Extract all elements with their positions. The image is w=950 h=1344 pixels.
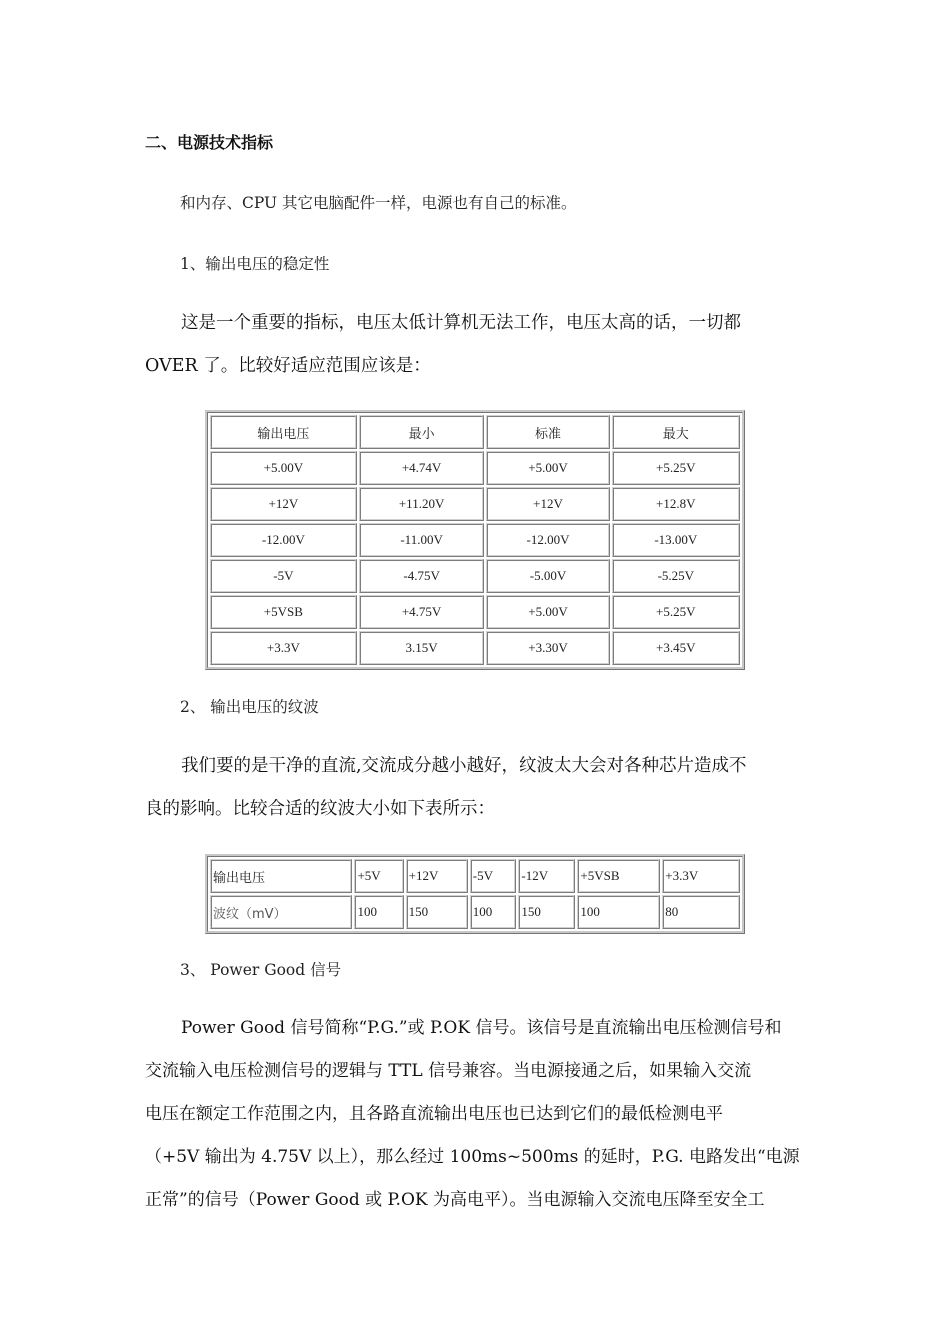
table-cell: 波纹（mV）	[210, 895, 352, 929]
table-row	[210, 487, 740, 521]
table-header-row	[210, 415, 740, 449]
table-cell: +3.45V	[612, 631, 740, 665]
table-row	[210, 631, 740, 665]
table-cell: 输出电压	[210, 859, 352, 893]
table-row	[210, 559, 740, 593]
item3-body-line: （+5V 输出为 4.75V 以上），那么经过 100ms~500ms 的延时，P.G. 电路发出“电源	[145, 1147, 800, 1167]
table-cell: -13.00V	[612, 523, 740, 557]
table-cell: +5.25V	[612, 451, 740, 485]
item1-title: 1、输出电压的稳定性	[180, 255, 330, 273]
item1-body	[145, 302, 810, 388]
item3-body-line: 正常”的信号（Power Good 或 P.OK 为高电平）。当电源输入交流电压降至安全工	[145, 1190, 765, 1210]
table-cell: +5.00V	[486, 595, 609, 629]
item3-body-line: 电压在额定工作范围之内，且各路直流输出电压也已达到它们的最低检测电平	[145, 1104, 723, 1124]
item2-body	[145, 745, 810, 831]
table-cell: -12.00V	[486, 523, 609, 557]
table-cell: -5V	[210, 559, 357, 593]
table-cell: 150	[406, 895, 468, 929]
item3-body-line: Power Good 信号简称“P.G.”或 P.OK 信号。该信号是直流输出电压检测信号和	[181, 1018, 782, 1038]
table-cell: -4.75V	[359, 559, 485, 593]
table-cell: +5VSB	[210, 595, 357, 629]
item2-title: 2、 输出电压的纹波	[180, 698, 319, 716]
ripple-table	[205, 854, 745, 934]
voltage-table	[205, 410, 745, 670]
table-cell: +5V	[354, 859, 403, 893]
table-cell: 3.15V	[359, 631, 485, 665]
item3-body	[145, 1007, 810, 1222]
table-cell: 100	[577, 895, 660, 929]
table-cell: +12V	[486, 487, 609, 521]
table-cell: +3.3V	[210, 631, 357, 665]
table-row	[210, 895, 740, 929]
table-cell: +5VSB	[577, 859, 660, 893]
item3-body-line: 交流输入电压检测信号的逻辑与 TTL 信号兼容。当电源接通之后，如果输入交流	[145, 1061, 752, 1081]
item2-body-line: 良的影响。比较合适的纹波大小如下表所示：	[145, 799, 495, 819]
table-cell: -12.00V	[210, 523, 357, 557]
table-cell: +5.25V	[612, 595, 740, 629]
header-cell: 标准	[486, 415, 609, 449]
table-cell: -11.00V	[359, 523, 485, 557]
header-cell: 最大	[612, 415, 740, 449]
table-cell: 150	[518, 895, 575, 929]
table-cell: 100	[470, 895, 517, 929]
item3-title: 3、 Power Good 信号	[180, 961, 342, 979]
table-row	[210, 451, 740, 485]
table-row	[210, 595, 740, 629]
table-cell: +5.00V	[210, 451, 357, 485]
table-cell: +12.8V	[612, 487, 740, 521]
table-cell: -5.25V	[612, 559, 740, 593]
table-cell: +5.00V	[486, 451, 609, 485]
item1-body-line: OVER 了。比较好适应范围应该是：	[145, 356, 431, 376]
header-cell: 最小	[359, 415, 485, 449]
header-cell: 输出电压	[210, 415, 357, 449]
table-row	[210, 523, 740, 557]
table-cell: 100	[354, 895, 403, 929]
table-cell: +3.3V	[662, 859, 740, 893]
table-cell: +3.30V	[486, 631, 609, 665]
item1-body-line: 这是一个重要的指标，电压太低计算机无法工作，电压太高的话，一切都	[181, 313, 741, 333]
table-cell: +12V	[406, 859, 468, 893]
intro-text: 和内存、CPU 其它电脑配件一样，电源也有自己的标准。	[180, 194, 577, 212]
table-cell: -12V	[518, 859, 575, 893]
table-cell: -5.00V	[486, 559, 609, 593]
table-cell: -5V	[470, 859, 517, 893]
item2-body-line: 我们要的是干净的直流,交流成分越小越好，纹波太大会对各种芯片造成不	[181, 756, 747, 776]
table-cell: +11.20V	[359, 487, 485, 521]
table-cell: 80	[662, 895, 740, 929]
table-cell: +4.75V	[359, 595, 485, 629]
section-heading: 二、电源技术指标	[145, 133, 274, 152]
table-cell: +4.74V	[359, 451, 485, 485]
table-row	[210, 859, 740, 893]
table-cell: +12V	[210, 487, 357, 521]
